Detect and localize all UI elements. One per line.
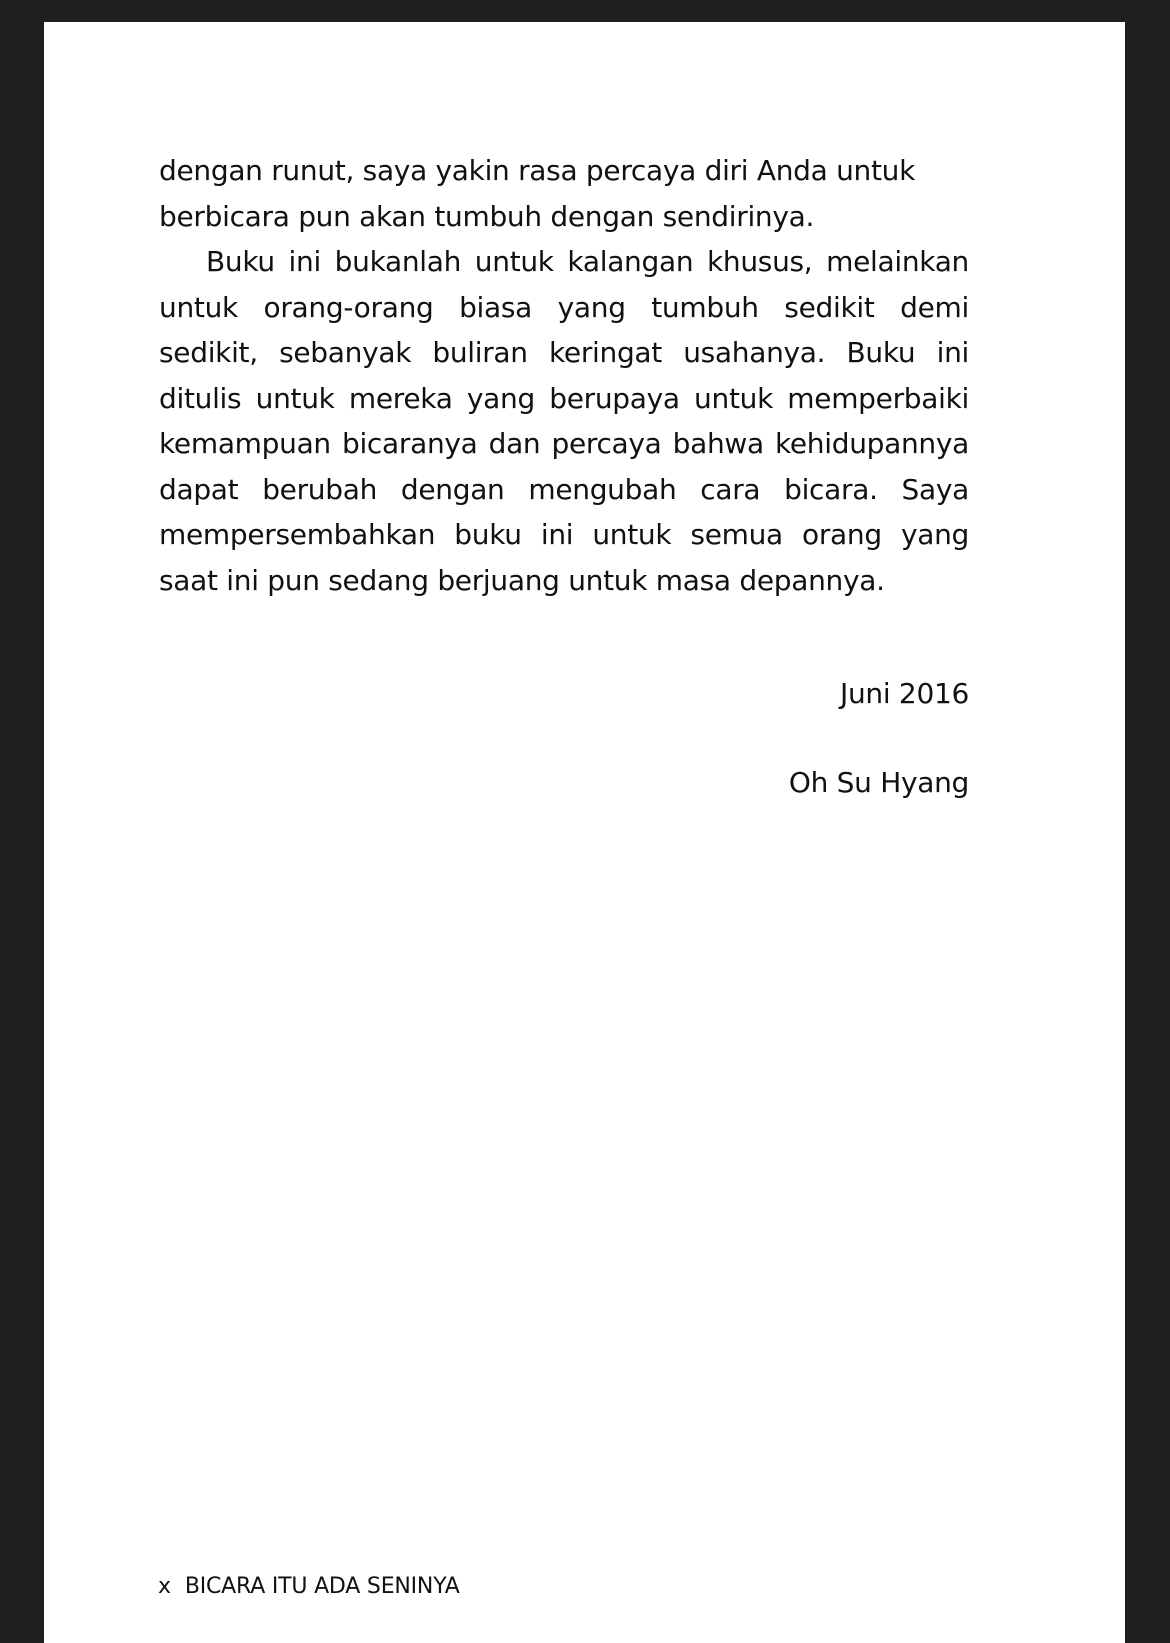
signoff-date: Juni 2016 <box>840 677 969 710</box>
page-number: x <box>158 1574 171 1599</box>
book-title: BICARA ITU ADA SENINYA <box>184 1574 460 1599</box>
signoff-author: Oh Su Hyang <box>788 766 969 799</box>
page-body <box>159 148 969 603</box>
paragraph: Buku ini bukanlah untuk kalangan khusus, melainkan untuk orang-orang biasa yang tumbuh sedikit demi sedikit, sebanyak buliran keringat usahanya. Buku ini ditulis untuk mereka yang berupaya untuk memperbaiki kemampuan bicaranya dan percaya bahwa kehidupannya dapat berubah dengan mengubah cara bicara. Saya mempersembahkan buku ini untuk semua orang yang saat ini pun sedang berjuang untuk masa depannya. <box>159 245 969 597</box>
book-page <box>44 22 1125 1643</box>
running-footer <box>158 1574 460 1599</box>
paragraph-continued: dengan runut, saya yakin rasa percaya diri Anda untuk berbicara pun akan tumbuh dengan sendirinya. <box>159 154 916 233</box>
